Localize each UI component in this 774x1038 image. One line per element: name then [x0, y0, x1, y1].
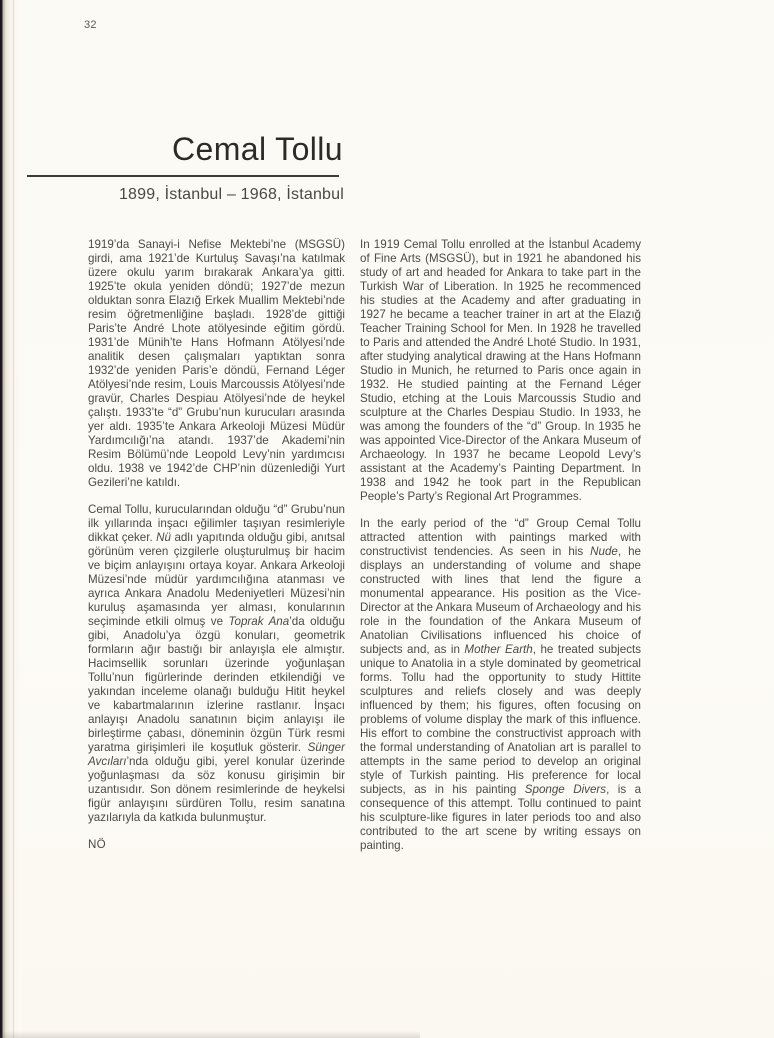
- turkish-paragraphs: [88, 238, 345, 825]
- paragraph: 1919’da Sanayi-i Nefise Mektebi’ne (MSGSÜ) girdi, ama 1921’de Kurtuluş Savaşı’na katılmak üzere okulu yarım bırakarak Ankara’ya gitti. 1925’te okula yeniden döndü; 1927’de mezun olduktan sonra Elazığ Erkek Muallim Mektebi’nde resim öğretmenliğine başladı. 1928’de gittiği Paris’te André Lhote atölyesinde eğitim gördü. 1931’de Münih’te Hans Hofmann Atölyesi’nde analitik desen çalışmaları yaptıktan sonra 1932’de yeniden Paris’e döndü, Fernand Léger Atölyesi’nde resim, Louis Marcoussis Atölyesi’nde gravür, Charles Despiau Atölyesi’nde de heykel çalıştı. 1933’te “d” Grubu’nun kurucuları arasında yer aldı. 1935’te Ankara Arkeoloji Müzesi Müdür Yardımcılığı’na atandı. 1937’de Akademi’nin Resim Bölümü’nde Leopold Levy’nin yardımcısı oldu. 1938 ve 1942’de CHP’nin düzenlediği Yurt Gezileri’ne katıldı.: [88, 238, 345, 489]
- page-bottom-shadow: [0, 1031, 420, 1038]
- english-column: [360, 238, 641, 866]
- author-initials: NÖ: [88, 838, 106, 851]
- turkish-column: [88, 238, 345, 852]
- paragraph: In the early period of the “d” Group Cemal Tollu attracted attention with paintings marked with constructivist tendencies. As seen in his Nude, he displays an understanding of volume and shape constructed with lines that lend the figure a monumental appearance. His position as the Vice-Director at the Ankara Museum of Archaeology and his role in the foundation of the Ankara Museum of Anatolian Civilisations influenced his choice of subjects and, as in Mother Earth, he treated subjects unique to Anatolia in a style dominated by geometrical forms. Tollu had the opportunity to study Hittite sculptures and reliefs closely and was deeply influenced by them; his figures, often focusing on problems of volume display the mark of this influence. His effort to combine the constructivist approach with the formal understanding of Anatolian art is parallel to attempts in the same period to develop an original style of Turkish painting. His preference for local subjects, as in his painting Sponge Divers, is a consequence of this attempt. Tollu continued to paint his sculpture-like figures in later periods too and also contributed to the art scene by writing essays on painting.: [360, 517, 642, 852]
- page-number: 32: [84, 19, 97, 31]
- title-rule: [27, 175, 339, 177]
- paragraph: In 1919 Cemal Tollu enrolled at the İstanbul Academy of Fine Arts (MSGSÜ), but in 1921 he abandoned his study of art and headed for Ankara to take part in the Turkish War of Liberation. In 1925 he recommenced his studies at the Academy and after graduating in 1927 he became a teacher trainer in art at the Elazığ Teacher Training School for Men. In 1928 he travelled to Paris and attended the André Lhoté Studio. In 1931, after studying analytical drawing at the Hans Hofmann Studio in Munich, he returned to Paris once again in 1932. He studied painting at the Fernand Léger Studio, etching at the Louis Marcoussis Studio and sculpture at the Charles Despiau Studio. In 1933, he was among the founders of the “d” Group. In 1935 he was appointed Vice-Director of the Ankara Museum of Archaeology. In 1937 he became Leopold Levy’s assistant at the Academy’s Painting Department. In 1938 and 1942 he took part in the Republican People’s Party’s Regional Art Programmes.: [360, 238, 641, 503]
- paragraph: Cemal Tollu, kurucularından olduğu “d” Grubu’nun ilk yıllarında inşacı eğilimler taşıyan resimleriyle dikkat çeker. Nü adlı yapıtında olduğu gibi, anıtsal görünüm veren çizgilerle oluşturulmuş bir hacim ve biçim anlayışını ortaya koyar. Ankara Arkeoloji Müzesi’nde müdür yardımcılığına atanması ve ayrıca Ankara Anadolu Medeniyetleri Müzesi’nin kuruluş aşamasında yer alması, konularının seçiminde etkili olmuş ve Toprak Ana’da olduğu gibi, Anadolu’ya özgü konuları, geometrik formların ağır bastığı bir anlayışla ele almıştır. Hacimsellik sorunları üzerinde yoğunlaşan Tollu’nun figürlerinde derinden etkilendiği ve yakından inceleme olanağı bulduğu Hitit heykel ve kabartmalarının izlerine rastlanır. İnşacı anlayışı Anadolu sanatının biçim anlayışı ile birleştirme çabası, döneminin özgün Türk resmi yaratma girişimleri ile koşutluk gösterir. Sünger Avcıları’nda olduğu gibi, yerel konular üzerinde yoğunlaşması da söz konusu girişimin bir uzantısıdır. Son dönem resimlerinde de heykelsi figür anlayışını sürdüren Tollu, resim sanatına yazılarıyla da katkıda bulunmuştur.: [88, 503, 345, 824]
- english-paragraphs: [360, 238, 641, 853]
- page-gutter-shadow: [0, 0, 22, 1038]
- page-title: Cemal Tollu: [172, 131, 343, 167]
- artist-lifespan: 1899, İstanbul – 1968, İstanbul: [118, 186, 344, 203]
- page-gutter-line: [13, 0, 14, 1038]
